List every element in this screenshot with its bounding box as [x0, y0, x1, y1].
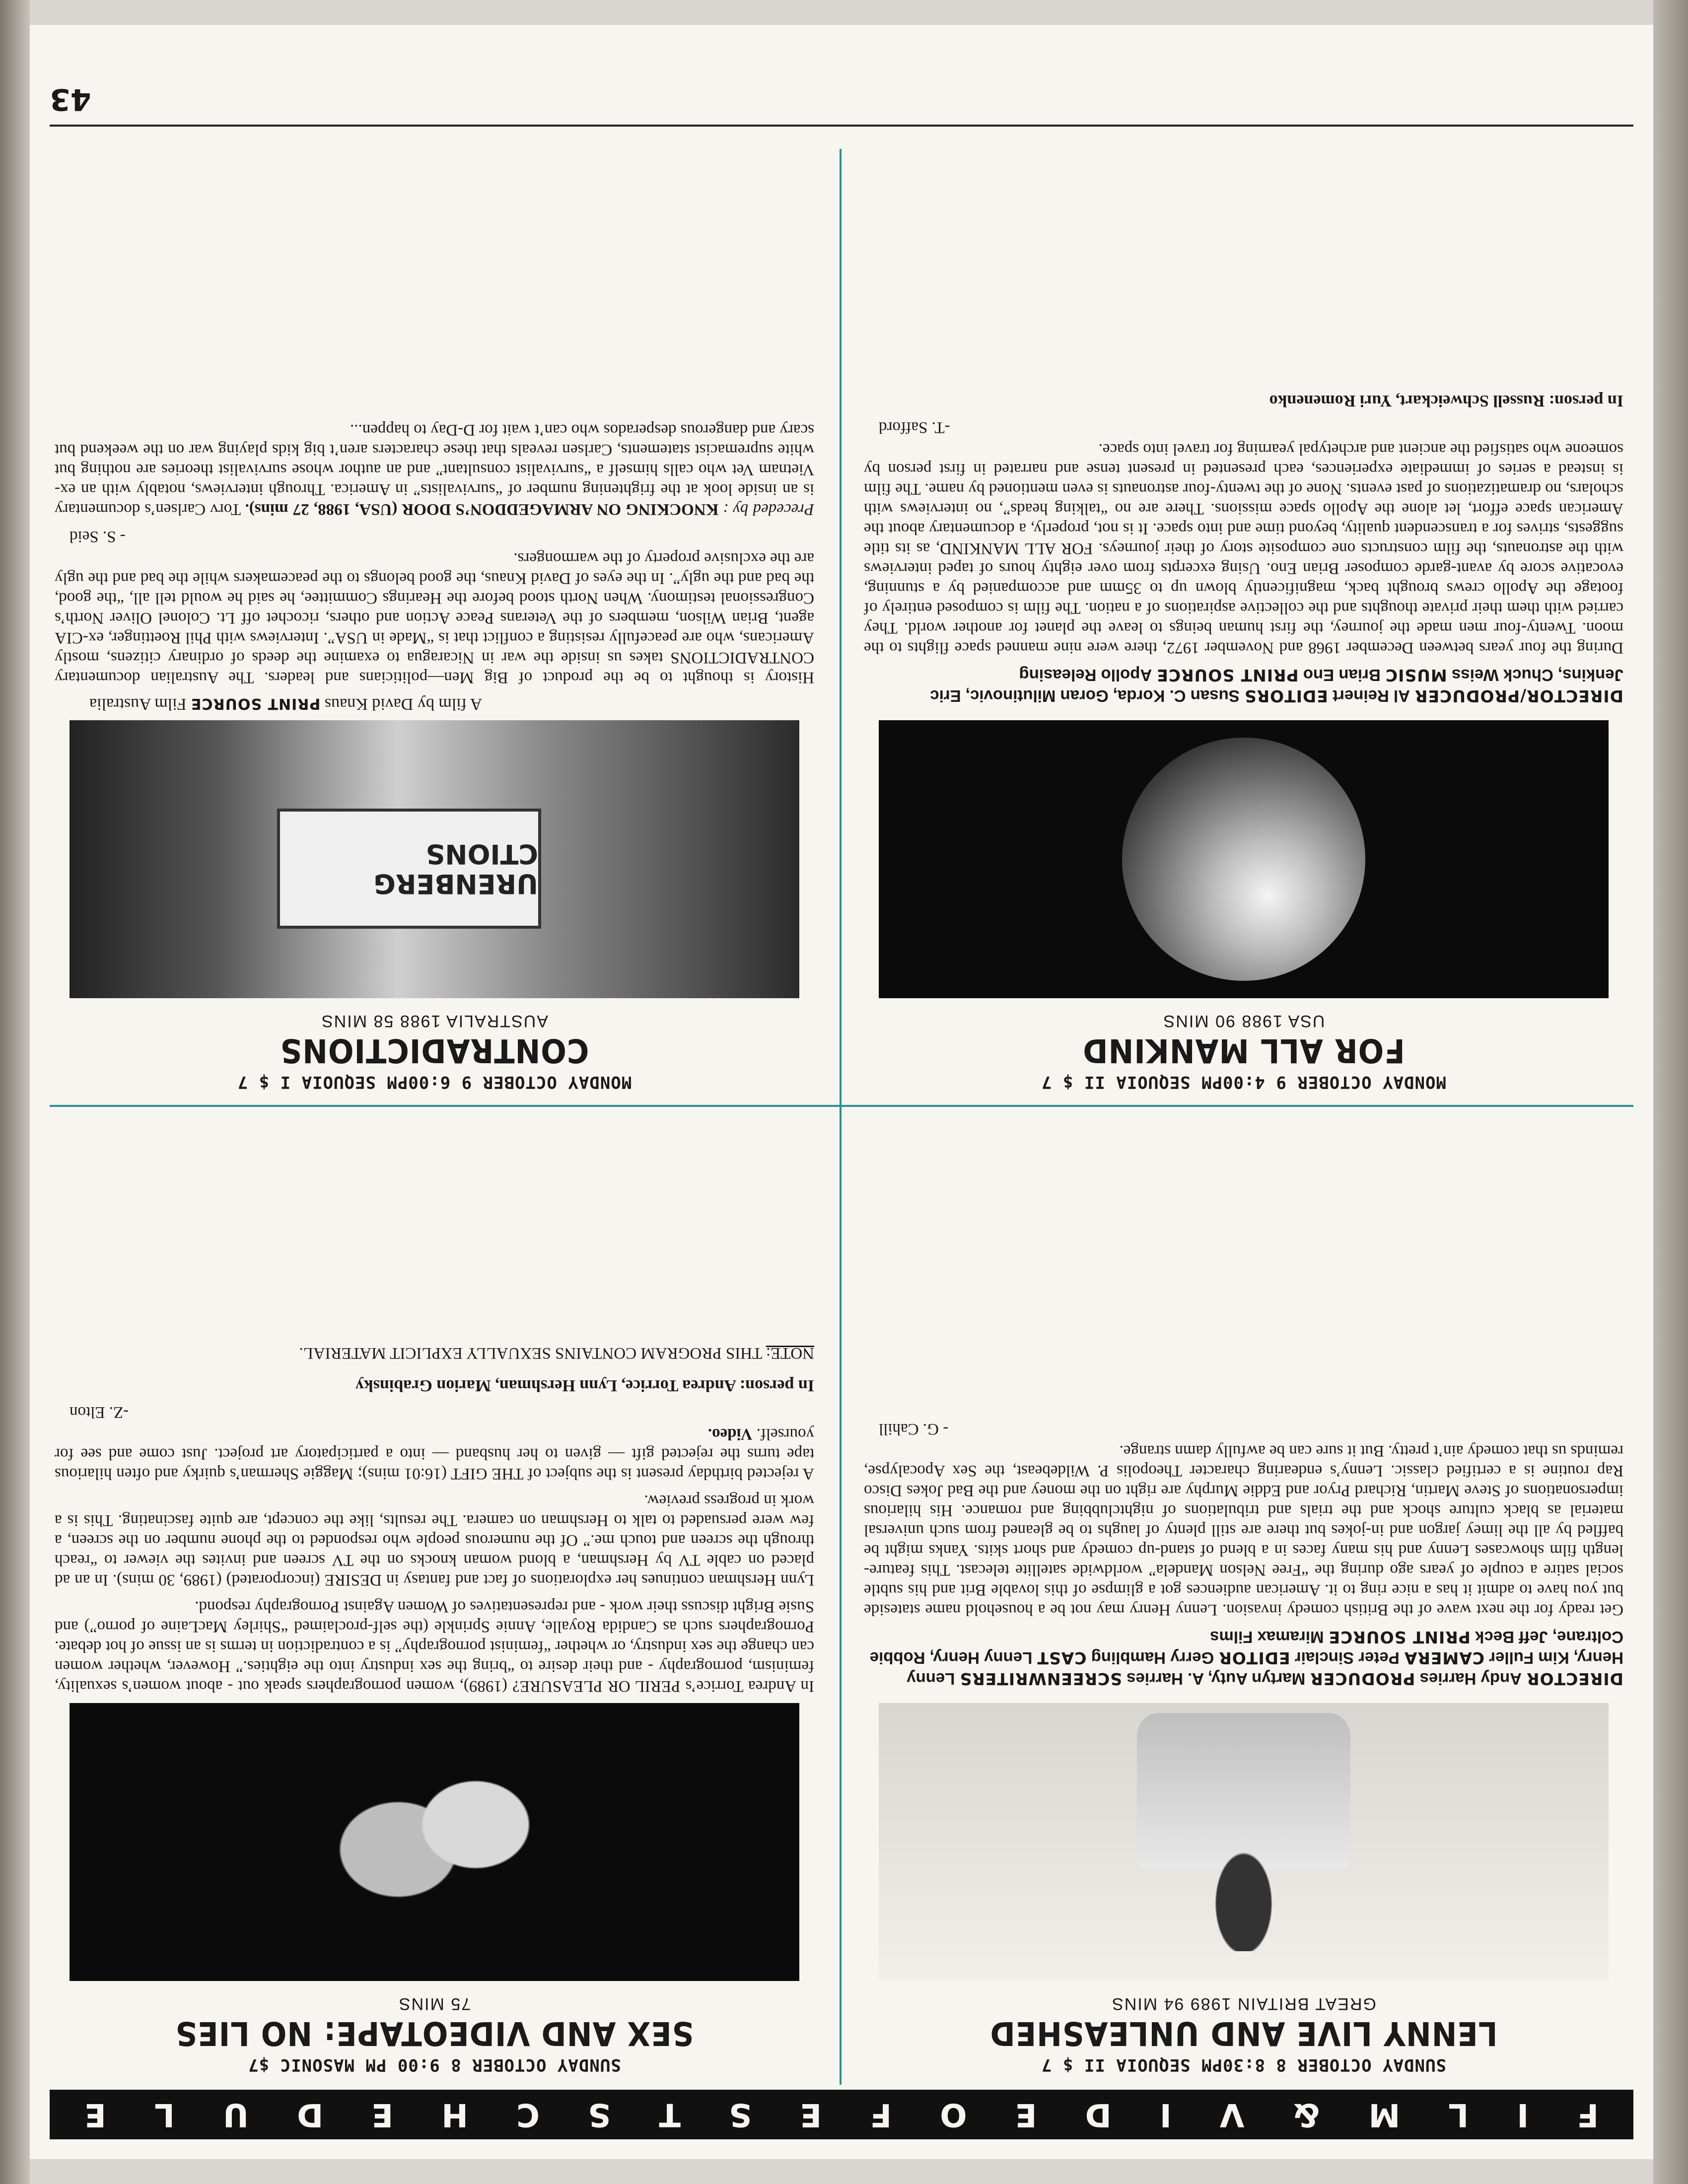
credits: DIRECTOR Andy Harries PRODUCER Martyn Auty, A. Harries SCREENWRITERS Lenny Henry, Kim Fuller CAMERA Peter Sinclair EDITOR Gerry Hambling CAST Lenny Henry, Robbie Coltrane, Jeff Beck PRINT SOURCE Miramax Films — [869, 1628, 1623, 1689]
listing-for-all-mankind — [864, 139, 1623, 1092]
reviewer-byline: -T. Safford — [879, 418, 950, 436]
banner-letter: U — [223, 2096, 249, 2133]
banner-letter: I — [1517, 2096, 1529, 2133]
row-divider — [50, 1105, 1633, 1107]
film-title: FOR ALL MANKIND — [1082, 1031, 1405, 1070]
kissing-faces — [308, 1713, 566, 1961]
film-still-photo — [879, 1703, 1609, 1981]
banner-letter: O — [940, 2096, 967, 2133]
book-spine — [1653, 0, 1688, 2184]
banner-letter: E — [800, 2096, 822, 2133]
banner-letter: F — [870, 2096, 892, 2133]
showtime: SUNDAY OCTOBER 8 8:30PM SEQUOIA II $ 7 — [1041, 2055, 1446, 2075]
film-title: SEX AND VIDEOTAPE: NO LIES — [175, 2014, 694, 2052]
program-description: Lynn Hershman continues her explorations of fact and fantasy in DESIRE (incorporated) (1989, 30 mins). In an ad placed on cable TV by Hershman, a blond woman knocks on the TV screen and invites the viewer to “reach through the screen and touch me.” Of the numerous people who responded to the phone number on the screen, a few were persuaded to talk to Hershman on camera. The results, like the concept, are quite fascinating. This is a work in progress preview. — [55, 1492, 814, 1589]
banner-letter: V — [1219, 2096, 1245, 2133]
film-still-photo — [879, 720, 1609, 998]
footer-rule — [50, 125, 1633, 127]
protest-sign: URENBERG CTIONS — [277, 809, 541, 929]
listing-lenny-live — [864, 1117, 1623, 2075]
banner-letter: D — [297, 2096, 324, 2133]
listing-contradictions — [55, 139, 814, 1092]
reviewer-byline: -Z. Elton — [70, 1403, 129, 1421]
film-description: During the four years between December 1968 and November 1972, there were nine manned space flights to the moon. Twenty-four men made the journey, the first human beings to leave the planet for another world. They carried with them their private thoughts and the collective aspirations of a nation. The film is composed entirely of footage the Apollo crews brought back, magnificently blown up to 35mm and accompanied by a stunning, evocative score by avant-garde composer Brian Eno. Using excerpts from over eighty hours of taped interviews with the astronauts, the film constructs one composite story of their journeys. FOR ALL MANKIND, as its title suggests, strives for a transcendent quality, beyond time and into space. It is not, properly, a documentary about the American space effort, let alone the Apollo space missions. There are no “talking heads”, no interviews with scholars, no dramatizations of past events. None of the twenty-four astronauts is even mentioned by name. The film is instead a series of immediate experiences, each presented in present tense and narrated in first person by someone who satisfied the ancient and archetypal yearning for travel into space. — [864, 440, 1623, 657]
film-details: AUSTRALIA 1988 58 MINS — [321, 1012, 548, 1030]
banner-letter: M — [1368, 2096, 1401, 2133]
film-description: Get ready for the next wave of the British comedy invasion. Lenny Henry may not be a household name stateside but you have to admit it has a nice ring to it. American audiences got a glimpse of this lovable Brit and his subtle social satire a couple of years ago during the “Free Nelson Mandela” worldwide satellite telecast. This feature-length film showcases Lenny and his many faces in a blend of stand-up comedy and short skits. Yanks might be baffled by all the limey jargon and in-jokes but there are still plenty of laughs to be gleaned from such universal material as black culture shock and the trials and tribulations of nightclubbing and romance. His hilarious impersonations of Steve Martin, Richard Pryor and Eddie Murphy are right on the money and the Bad Jokes Disco Rap routine is a certified classic. Lenny’s endearing character Theopolis P. Wildebeast, the Sex Apocalypse, reminds us that comedy ain’t pretty. But it sure can be awfully damn strange. — [864, 1442, 1623, 1619]
banner-letter: S — [588, 2096, 611, 2133]
film-details: 75 MINS — [398, 1994, 471, 2013]
in-person-guests: In person: Andrea Torrice, Lynn Hershman, Marion Grabinsky — [355, 1376, 814, 1395]
credits: DIRECTOR/PRODUCER Al Reinert EDITORS Susan C. Korda, Goran Milutinovic, Eric Jenkins, Chuck Weiss MUSIC Brian Eno PRINT SOURCE Apollo Releasing — [930, 666, 1623, 706]
preceded-by-short: Preceded by : KNOCKING ON ARMAGEDDON’S DOOR (USA, 1988, 27 mins). Torv Carlsen’s documentary is an inside look at the frightening number of “survivalists” in America. Through interviews, notably with an ex-Vietnam Vet who calls himself a “survivalist consultant” and an author whose survivalist theories are nothing but white supremacist statements, Carlsen reveals that these characters aren’t big kids playing war on the weekend but scary and dangerous desperados who can’t wait for D-Day to happen... — [54, 421, 814, 518]
film-title: LENNY LIVE AND UNLEASHED — [989, 2014, 1498, 2052]
film-credit-line: A film by David Knaus PRINT SOURCE Film Australia — [89, 695, 483, 713]
film-title: CONTRADICTIONS — [280, 1031, 589, 1070]
showtime: SUNDAY OCTOBER 8 9:00 PM MASONIC $7 — [248, 2055, 621, 2075]
banner-letter: F — [1577, 2096, 1599, 2133]
film-still-photo — [70, 720, 799, 998]
page-number: 43 — [50, 82, 91, 117]
schedule-banner — [50, 2090, 1633, 2139]
banner-letter: H — [441, 2096, 468, 2133]
program-description: A rejected birthday present is the subject of THE GIFT (16:01 mins); Maggie Sherman’s quirky and often hilarious tape turns the rejected gift — given to her husband — into a participatory art project. Just come and see for yourself. Video. — [55, 1425, 814, 1483]
banner-letter: I — [1159, 2096, 1172, 2133]
earth-image — [1122, 738, 1365, 981]
content-note: NOTE: THIS PROGRAM CONTAINS SEXUALLY EXPLICIT MATERIAL. — [299, 1344, 814, 1362]
page-edge — [0, 0, 30, 2184]
banner-letter: D — [1085, 2096, 1112, 2133]
film-details: USA 1988 90 MINS — [1162, 1012, 1325, 1030]
program-description: In Andrea Torrice’s PERIL OR PLEASURE? (1989), women pornographers speak out - about women’s sexuality, feminism, pornography - and their desire to “bring the sex industry into the eighties.” However, whether women can change the sex industry, or whether “feminist pornography” is a contradiction in terms is an issue of hot debate. Pornographers such as Candida Royalle, Annie Sprinkle (the self-proclaimed “Shirley MacLaine of porno”) and Susie Bright discuss their work - and representatives of Women Against Pornography respond. — [55, 1598, 814, 1695]
reviewer-byline: - G. Cahill — [879, 1420, 949, 1438]
film-details: GREAT BRITAIN 1989 94 MINS — [1111, 1994, 1376, 2013]
banner-letter: E — [371, 2096, 394, 2133]
column-divider — [840, 149, 842, 2085]
reviewer-byline: - S. Seid — [70, 528, 126, 546]
schedule-page — [30, 25, 1653, 2159]
in-person-guests: In person: Russell Schweickart, Yuri Romenenko — [1269, 392, 1623, 410]
banner-letter: E — [1015, 2096, 1037, 2133]
banner-letter: S — [729, 2096, 752, 2133]
film-still-photo — [70, 1703, 799, 1981]
banner-letter: E — [84, 2096, 106, 2133]
film-description: History is thought to be the product of Big Men—politicians and leaders. The Australian documentary CONTRADICTIONS takes us inside the war in Nicaragua to examine the deeds of ordinary citizens, mostly Americans, who are peacefully resisting a conflict that is “Made in USA”. Interviews with Phil Roettinger, ex-CIA agent, Brian Wilson, members of the Veterans Peace Action and others, ricochet off Lt. Colonel Oliver North’s Congressional testimony. When North stood before the Hearings Committee, he said he would tell all, “the good, the bad and the ugly”. In the eyes of David Knaus, the good belongs to the peacemakers while the bad and the ugly are the exclusive property of the warmongers. — [55, 549, 814, 686]
banner-letter: L — [1448, 2096, 1469, 2133]
performer-figure — [1137, 1713, 1350, 1951]
banner-letter: T — [659, 2096, 681, 2133]
showtime: MONDAY OCTOBER 9 4:00PM SEQUOIA II $ 7 — [1041, 1072, 1446, 1092]
banner-letter: & — [1292, 2096, 1321, 2133]
showtime: MONDAY OCTOBER 9 6:00PM SEQUOIA I $ 7 — [237, 1072, 632, 1092]
banner-letter: L — [154, 2096, 175, 2133]
banner-letter: C — [516, 2096, 540, 2133]
listing-sex-and-videotape — [55, 1117, 814, 2075]
